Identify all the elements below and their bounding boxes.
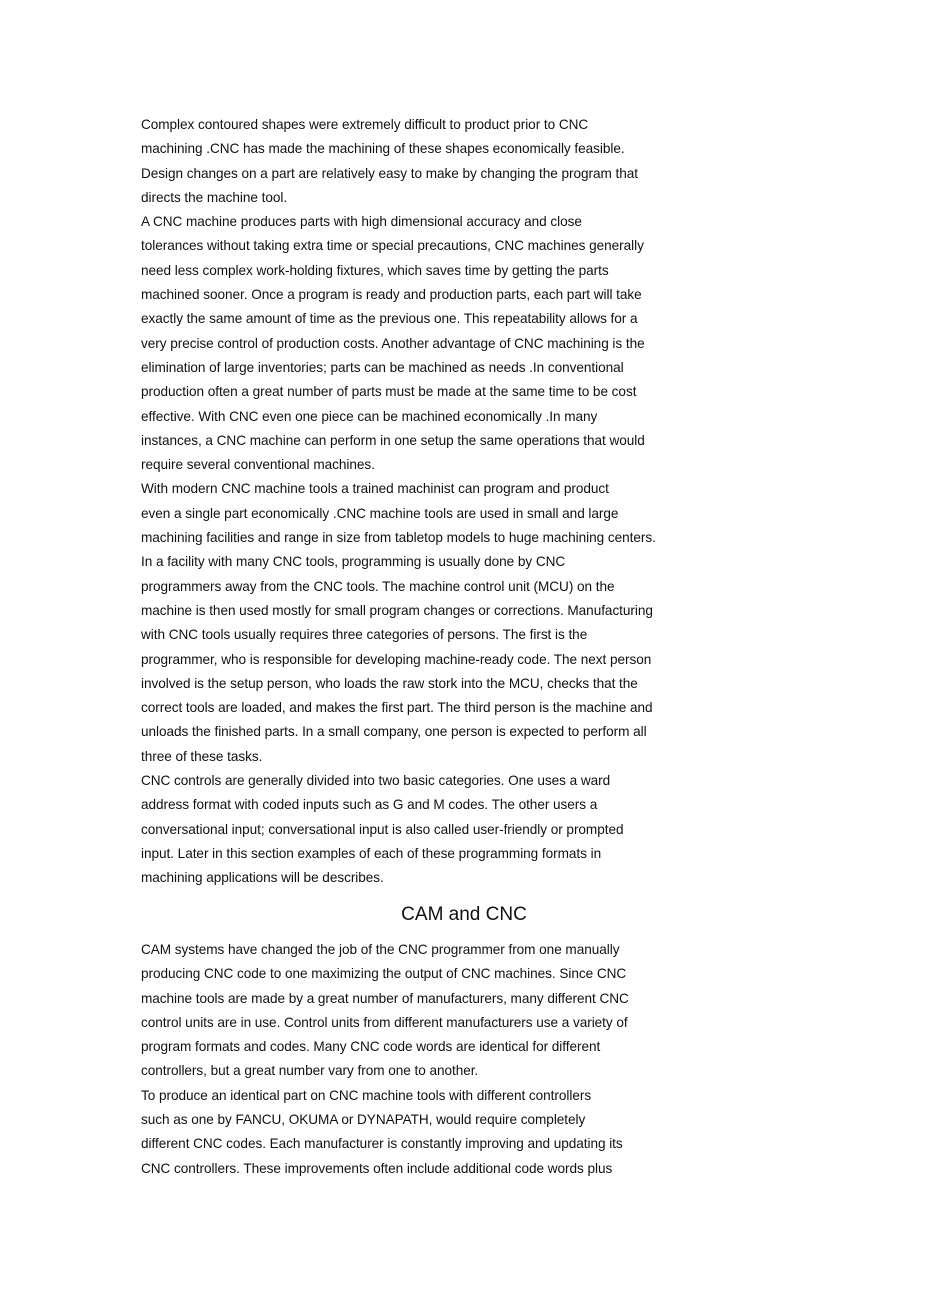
text-line: exactly the same amount of time as the previous one. This repeatability allows for a: [141, 311, 638, 327]
text-line: different CNC codes. Each manufacturer is constantly improving and updating its: [141, 1136, 623, 1152]
text-line: programmer, who is responsible for developing machine-ready code. The next person: [141, 651, 652, 667]
text-line: A CNC machine produces parts with high dimensional accuracy and close: [141, 214, 582, 230]
text-line: even a single part economically .CNC machine tools are used in small and large: [141, 505, 619, 521]
text-line: correct tools are loaded, and makes the first part. The third person is the machine and: [141, 700, 653, 716]
text-line: To produce an identical part on CNC machine tools with different controllers: [141, 1087, 592, 1103]
text-line: tolerances without taking extra time or special precautions, CNC machines generally: [141, 238, 644, 254]
text-line: program formats and codes. Many CNC code words are identical for different: [141, 1039, 601, 1055]
text-line: require several conventional machines.: [141, 457, 375, 473]
text-line: CNC controllers. These improvements often include additional code words plus: [141, 1160, 613, 1176]
text-line: machine is then used mostly for small program changes or corrections. Manufacturing: [141, 602, 653, 618]
text-line: CAM systems have changed the job of the CNC programmer from one manually: [141, 942, 620, 957]
body-text-section-2: [141, 938, 731, 1181]
text-line: machine tools are made by a great number of manufacturers, many different CNC: [141, 990, 629, 1006]
text-line: In a facility with many CNC tools, programming is usually done by CNC: [141, 554, 566, 570]
text-line: With modern CNC machine tools a trained machinist can program and product: [141, 481, 609, 497]
text-line: directs the machine tool.: [141, 189, 288, 205]
text-line: production often a great number of parts must be made at the same time to be cost: [141, 384, 637, 400]
text-line: involved is the setup person, who loads the raw stork into the MCU, checks that the: [141, 675, 638, 691]
text-line: programmers away from the CNC tools. The machine control unit (MCU) on the: [141, 578, 615, 594]
text-line: controllers, but a great number vary from one to another.: [141, 1063, 479, 1079]
text-line: conversational input; conversational input is also called user-friendly or prompted: [141, 821, 624, 837]
section-heading: CAM and CNC: [401, 904, 527, 925]
text-line: address format with coded inputs such as G and M codes. The other users a: [141, 797, 598, 813]
text-line: machining facilities and range in size from tabletop models to huge machining centers.: [141, 530, 656, 546]
text-line: machined sooner. Once a program is ready and production parts, each part will take: [141, 287, 642, 303]
text-line: CNC controls are generally divided into two basic categories. One uses a ward: [141, 773, 611, 789]
text-line: need less complex work-holding fixtures, which saves time by getting the parts: [141, 262, 609, 278]
text-line: machining applications will be describes.: [141, 870, 384, 886]
text-line: Complex contoured shapes were extremely difficult to product prior to CNC: [141, 117, 589, 132]
text-line: three of these tasks.: [141, 748, 263, 764]
text-line: such as one by FANCU, OKUMA or DYNAPATH, would require completely: [141, 1112, 586, 1128]
text-line: with CNC tools usually requires three categories of persons. The first is the: [141, 627, 588, 643]
text-line: machining .CNC has made the machining of these shapes economically feasible.: [141, 141, 625, 157]
text-line: input. Later in this section examples of each of these programming formats in: [141, 845, 602, 861]
text-line: unloads the finished parts. In a small company, one person is expected to perform all: [141, 724, 647, 740]
text-line: instances, a CNC machine can perform in one setup the same operations that would: [141, 432, 645, 448]
text-line: control units are in use. Control units from different manufacturers use a variety of: [141, 1014, 628, 1030]
text-line: effective. With CNC even one piece can be machined economically .In many: [141, 408, 598, 424]
body-text-section-1: [141, 113, 731, 891]
text-line: producing CNC code to one maximizing the output of CNC machines. Since CNC: [141, 966, 627, 982]
text-line: elimination of large inventories; parts can be machined as needs .In conventional: [141, 359, 624, 375]
text-line: very precise control of production costs. Another advantage of CNC machining is the: [141, 335, 645, 351]
text-line: Design changes on a part are relatively easy to make by changing the program that: [141, 165, 638, 181]
